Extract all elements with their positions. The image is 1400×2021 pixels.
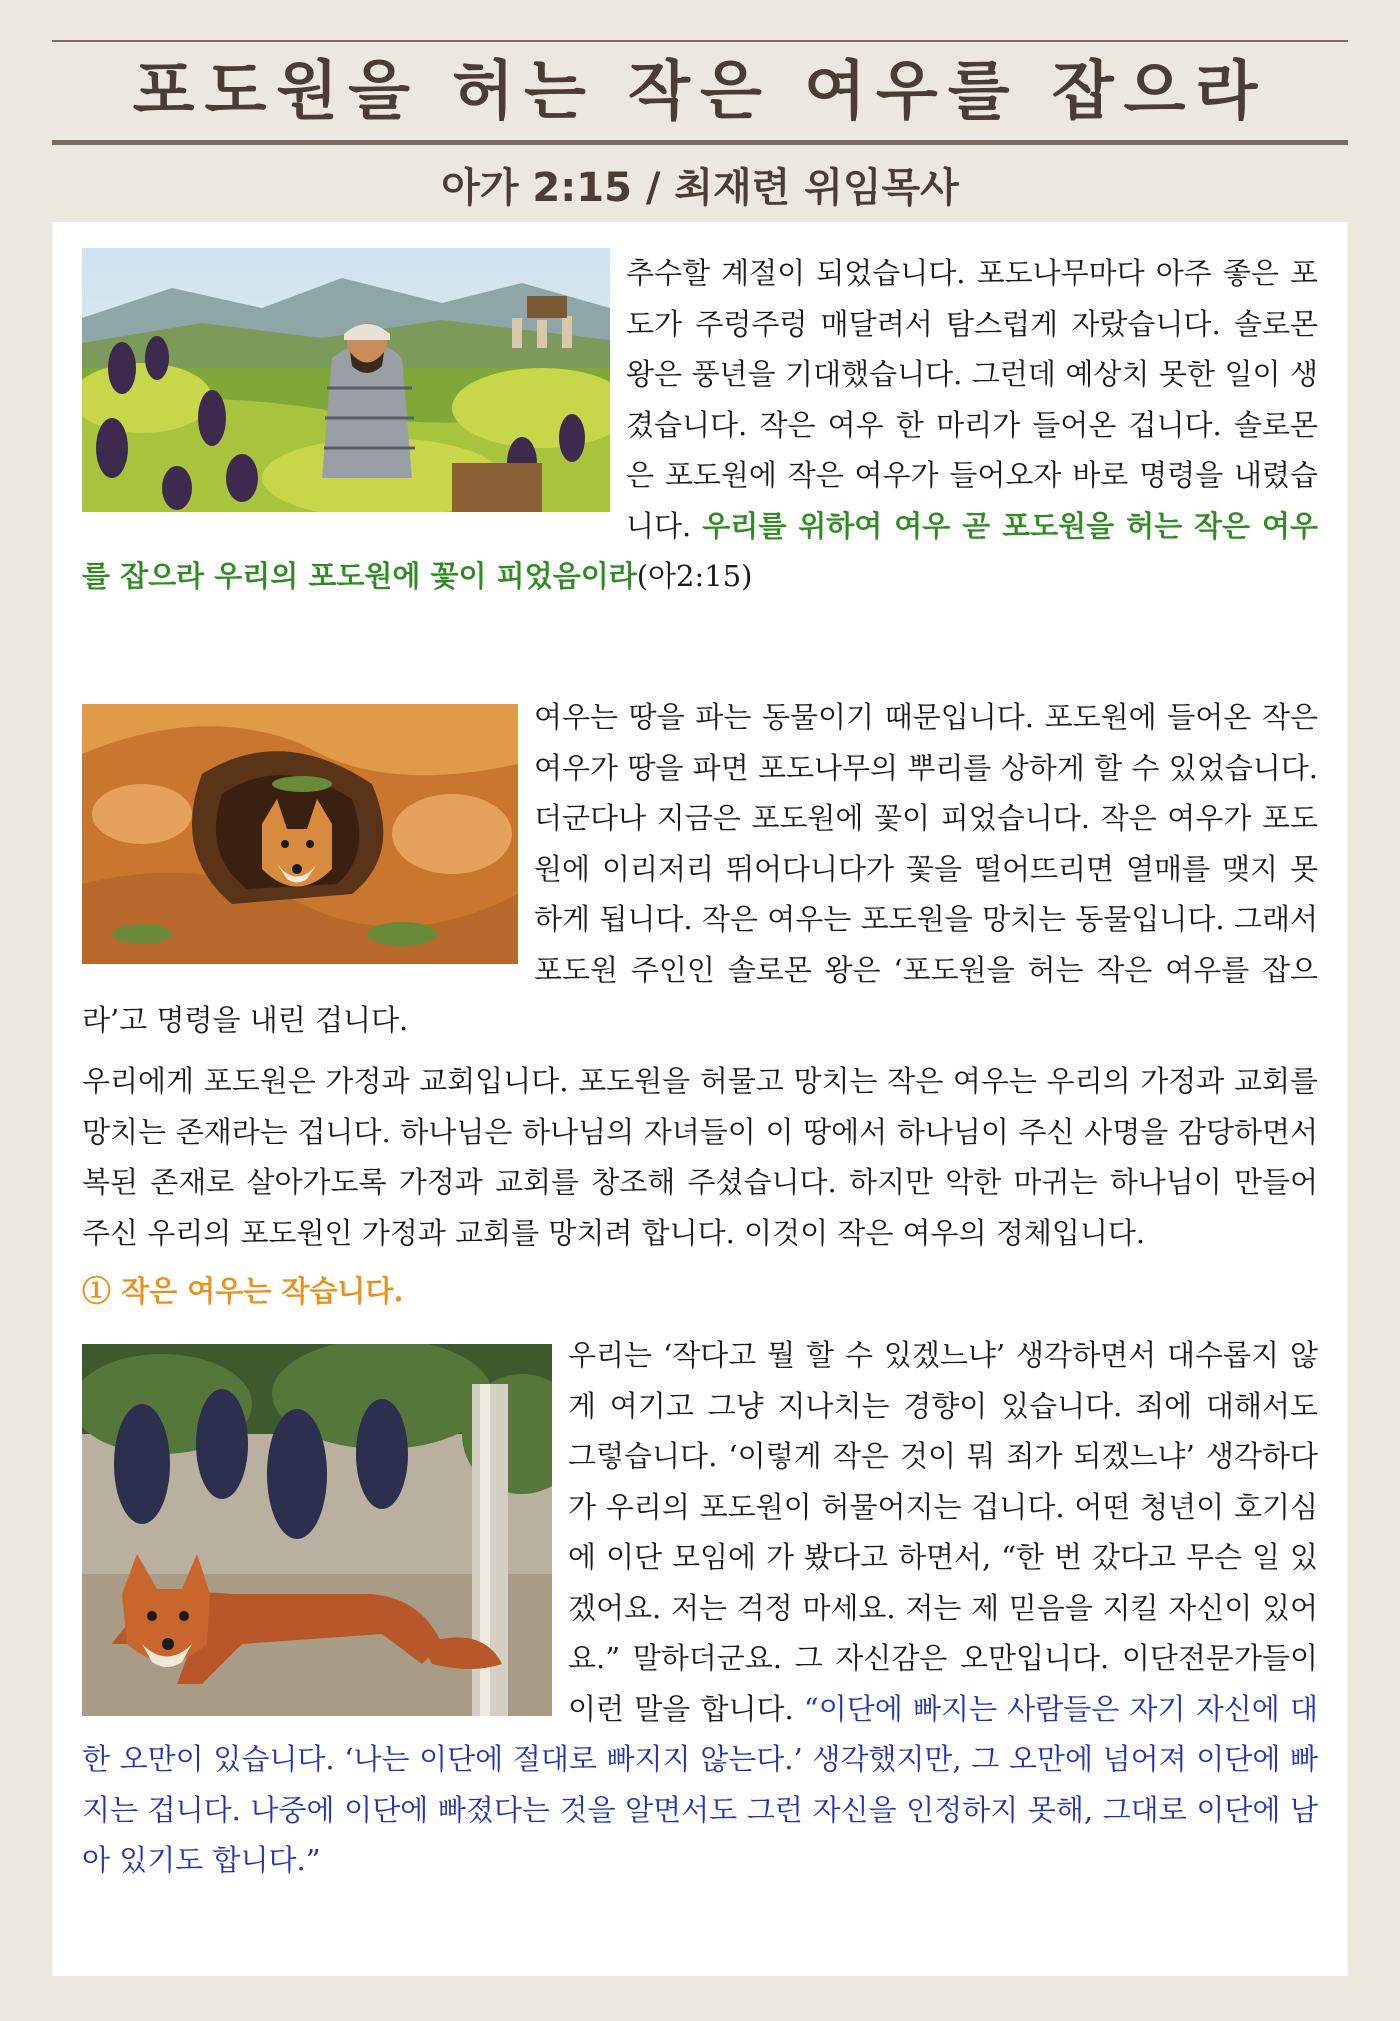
- page-title: 포도원을 허는 작은 여우를 잡으라: [132, 55, 1268, 129]
- paragraph-4: [82, 1330, 1318, 1886]
- paragraph-1-text: 추수할 계절이 되었습니다. 포도나무마다 아주 좋은 포도가 주렁주렁 매달려서 탐스럽게 자랐습니다. 솔로몬 왕은 풍년을 기대했습니다. 그런데 예상치 못한 일이 생겼습니다. 작은 여우 한 마리가 들어온 겁니다. 솔로몬은 포도원에 작은 여우가 들어오자 바로 명령을 내렸습니다.: [626, 256, 1318, 543]
- article-body: [52, 222, 1348, 1976]
- paragraph-4-text: 우리는 ‘작다고 뭘 할 수 있겠느냐’ 생각하면서 대수롭지 않게 여기고 그냥 지나치는 경향이 있습니다. 죄에 대해서도 그렇습니다. ‘이렇게 작은 것이 뭐 죄가 되겠느냐’ 생각하다가 우리의 포도원이 허물어지는 겁니다. 어떤 청년이 호기심에 이단 모임에 가 봤다고 하면서, “한 번 갔다고 무슨 일 있겠어요. 저는 걱정 마세요. 저는 제 믿음을 지킬 자신이 있어요.” 말하더군요. 그 자신감은 오만입니다. 이단전문가들이 이런 말을 합니다.: [568, 1338, 1318, 1726]
- fox-under-grapevine-image: [82, 1344, 552, 1716]
- paragraph-2-text: 여우는 땅을 파는 동물이기 때문입니다. 포도원에 들어온 작은 여우가 땅을 파면 포도나무의 뿌리를 상하게 할 수 있었습니다. 더군다나 지금은 포도원에 꽃이 피었습니다. 작은 여우가 포도원에 이리저리 뛰어다니다가 꽃을 떨어뜨리면 열매를 맺지 못하게 됩니다. 작은 여우는 포도원을 망치는 동물입니다. 그래서 포도원 주인인 솔로몬 왕은 ‘포도원을 허는 작은 여우를 잡으라’고 명령을 내린 겁니다.: [82, 700, 1318, 1037]
- fox-burrow-image: [82, 704, 518, 964]
- title-underline: [52, 140, 1348, 145]
- expert-quote: “이단에 빠지는 사람들은 자기 자신에 대한 오만이 있습니다. ‘나는 이단에 절대로 빠지지 않는다.’ 생각했지만, 그 오만에 넘어져 이단에 빠지는 겁니다. 나중에 이단에 빠졌다는 것을 알면서도 그런 자신을 인정하지 못해, 그대로 이단에 남아 있기도 합니다.”: [82, 1691, 1318, 1877]
- paragraph-3: 우리에게 포도원은 가정과 교회입니다. 포도원을 허물고 망치는 작은 여우는 우리의 가정과 교회를 망치는 존재라는 겁니다. 하나님은 하나님의 자녀들이 이 땅에서 하나님이 주신 사명을 감당하면서 복된 존재로 살아가도록 가정과 교회를 창조해 주셨습니다. 하지만 악한 마귀는 하나님이 만들어 주신 우리의 포도원인 가정과 교회를 망치려 합니다. 이것이 작은 여우의 정체입니다.: [82, 1064, 1318, 1250]
- scripture-reference: (아2:15): [636, 559, 753, 593]
- section-heading-1: ① 작은 여우는 작습니다.: [82, 1274, 404, 1308]
- vineyard-harvest-image: [82, 248, 610, 512]
- top-rule: [52, 40, 1348, 42]
- scripture-quote: 우리를 위하여 여우 곧 포도원을 허는 작은 여우를 잡으라 우리의 포도원에 꽃이 피었음이라: [82, 508, 1318, 593]
- page-subtitle: 아가 2:15 / 최재련 위임목사: [441, 165, 959, 211]
- paragraph-2: [82, 692, 1318, 1044]
- paragraph-1: [82, 248, 1318, 678]
